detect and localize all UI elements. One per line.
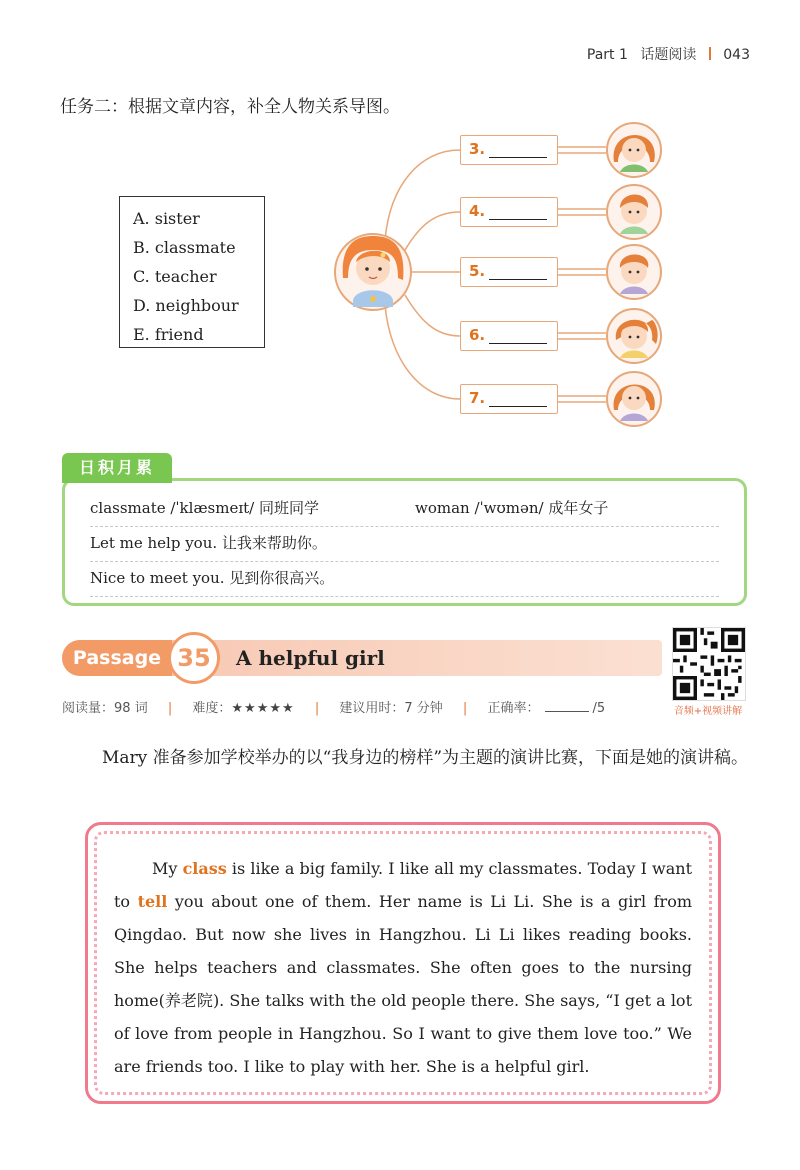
- answer-blank: [489, 406, 547, 407]
- answer-blank: [489, 219, 547, 220]
- vocab-phrase-help: Let me help you. 让我来帮助你。: [90, 534, 327, 552]
- qr-label: 音频+视频讲解: [673, 706, 743, 717]
- center-girl-avatar: [335, 234, 411, 310]
- passage-intro: Mary 准备参加学校举办的以“我身边的榜样”为主题的演讲比赛，下面是她的演讲稿。: [102, 748, 749, 768]
- highlight-word-class: class: [182, 859, 227, 878]
- option-d: D. neighbour: [133, 296, 239, 315]
- meta-divider: |: [462, 701, 468, 716]
- accuracy-label: 正确率：: [487, 701, 540, 716]
- vocab-woman: woman /ˈwʊmən/ 成年女子: [415, 499, 609, 517]
- slot-number: 3.: [469, 140, 486, 158]
- avatar-3-woman: [607, 123, 661, 177]
- passage-text-part: My: [152, 859, 183, 878]
- section-label: 话题阅读: [640, 47, 697, 63]
- word-count-label: 阅读量：: [62, 701, 115, 716]
- answer-blank: [489, 279, 547, 280]
- avatar-7-woman: [607, 372, 661, 426]
- page-number: 043: [723, 47, 750, 63]
- accuracy-blank[interactable]: [545, 711, 589, 712]
- option-c: C. teacher: [133, 267, 217, 286]
- vocab-row: [90, 561, 719, 597]
- passage-meta: [62, 697, 605, 716]
- option-a: A. sister: [133, 209, 200, 228]
- task-title: 任务二：根据文章内容，补全人物关系导图。: [60, 97, 400, 117]
- difficulty-label: 难度：: [192, 701, 232, 716]
- vocab-row: [90, 526, 719, 562]
- passage-number: 35: [168, 632, 220, 684]
- passage-title: A helpful girl: [236, 646, 385, 670]
- accuracy-total: /5: [592, 701, 606, 716]
- answer-slot-3[interactable]: [460, 135, 558, 165]
- slot-number: 5.: [469, 262, 486, 280]
- passage-text-part: is like a big family. I like all my classmates. Today I want to: [114, 859, 693, 911]
- answer-slot-7[interactable]: [460, 384, 558, 414]
- meta-divider: |: [167, 701, 173, 716]
- relationship-map: [0, 0, 800, 440]
- passage-tag: Passage: [62, 640, 172, 676]
- slot-number: 7.: [469, 389, 486, 407]
- avatar-5-man: [607, 245, 661, 299]
- qr-code[interactable]: [672, 627, 746, 701]
- slot-number: 6.: [469, 326, 486, 344]
- option-b: B. classmate: [133, 238, 236, 257]
- answer-slot-6[interactable]: [460, 321, 558, 351]
- answer-blank: [489, 343, 547, 344]
- suggested-time: 7 分钟: [404, 701, 443, 716]
- slot-number: 4.: [469, 202, 486, 220]
- vocab-phrase-meet: Nice to meet you. 见到你很高兴。: [90, 569, 335, 587]
- answer-slot-5[interactable]: [460, 257, 558, 287]
- part-label: Part 1: [586, 47, 628, 63]
- meta-divider: |: [314, 701, 320, 716]
- vocab-classmate: classmate /ˈklæsmeɪt/ 同班同学: [90, 499, 319, 517]
- highlight-word-tell: tell: [137, 892, 168, 911]
- answer-blank: [489, 157, 547, 158]
- avatar-4-boy: [607, 185, 661, 239]
- vocab-box: [62, 478, 747, 606]
- passage-text: [114, 852, 692, 1083]
- passage-text-part: you about one of them. Her name is Li Li. She is a girl from Qingdao. But now she lives in Hangzhou. Li Li likes reading books. She helps teachers and classmates. She often goes to the nursing home(养老院). She talks with the old people there. She says, “I get a lot of love from people in Hangzhou. So I want to give them love too.” We are friends too. I like to play with her. She is a helpful girl.: [114, 892, 693, 1076]
- answer-slot-4[interactable]: [460, 197, 558, 227]
- time-label: 建议用时：: [339, 701, 405, 716]
- option-e: E. friend: [133, 325, 204, 344]
- vocab-tag: 日积月累: [62, 453, 172, 483]
- difficulty-stars-icon: ★★★★★: [231, 701, 295, 716]
- vocab-row: [90, 491, 719, 527]
- avatar-6-girl: [607, 309, 661, 363]
- word-count: 98 词: [114, 701, 148, 716]
